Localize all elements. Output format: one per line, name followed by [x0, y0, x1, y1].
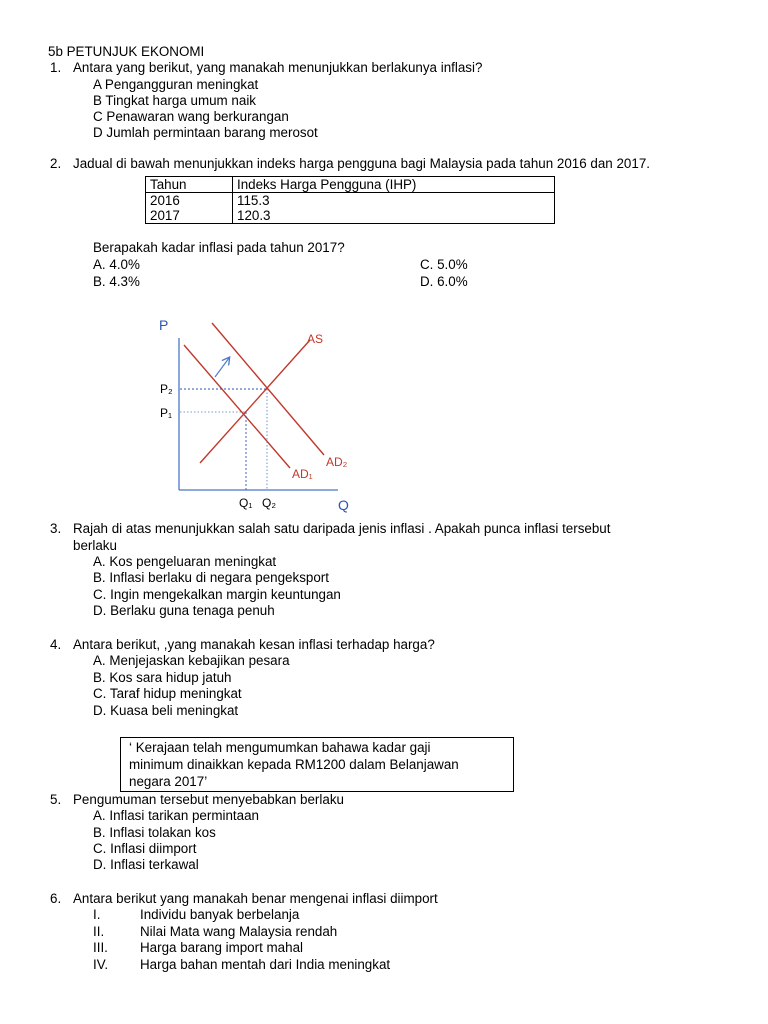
q4-option-d: D. Kuasa beli meningkat	[93, 703, 239, 718]
q6-item-text: Harga bahan mentah dari India meningkat	[140, 957, 391, 972]
q1-option-d: D Jumlah permintaan barang merosot	[93, 125, 318, 140]
q6-item-roman: IV.	[93, 957, 109, 972]
question-number-6: 6.	[50, 891, 62, 906]
q3-option-b: B. Inflasi berlaku di negara pengeksport	[93, 570, 329, 585]
q3-option-a: A. Kos pengeluaran meningkat	[93, 554, 277, 569]
question-number-2: 2.	[50, 156, 62, 171]
question-number-5: 5.	[50, 792, 62, 807]
q6-item-text: Individu banyak berbelanja	[140, 907, 300, 922]
table-header-tahun: Tahun	[146, 177, 233, 193]
q4-option-c: C. Taraf hidup meningkat	[93, 686, 242, 701]
table-cell-year: 2017	[146, 208, 233, 224]
q6-item-text: Nilai Mata wang Malaysia rendah	[140, 924, 338, 939]
ad1-label: AD₁	[292, 467, 313, 481]
q1-tick-label: Q₁	[239, 496, 253, 510]
quote-line-3: negara 2017’	[129, 774, 208, 789]
y-axis-label: P	[159, 317, 169, 333]
table-cell-index: 115.3	[237, 193, 270, 208]
q6-item-roman: III.	[93, 940, 108, 955]
table-cell-year: 2016	[146, 193, 233, 209]
q2-tick-label: Q₂	[262, 496, 276, 510]
q5-option-a: A. Inflasi tarikan permintaan	[93, 808, 259, 823]
as-label: AS	[307, 332, 324, 346]
q1-option-b: B Tingkat harga umum naik	[93, 93, 257, 108]
question-3-text-cont: berlaku	[73, 538, 117, 553]
quote-line-1: ‘ Kerajaan telah mengumumkan bahawa kadar gaji	[129, 740, 431, 755]
table-header-ihp: Indeks Harga Pengguna (IHP)	[237, 177, 417, 192]
shift-arrow	[215, 358, 229, 377]
q2-option-d: D. 6.0%	[420, 274, 468, 289]
question-number-4: 4.	[50, 637, 62, 652]
question-2-prompt: Berapakah kadar inflasi pada tahun 2017?	[93, 240, 345, 255]
q1-option-a: A Pengangguran meningkat	[93, 77, 259, 92]
question-2-text: Jadual di bawah menunjukkan indeks harga pengguna bagi Malaysia pada tahun 2016 dan 2017.	[73, 156, 650, 171]
question-number-1: 1.	[50, 60, 62, 75]
q5-option-d: D. Inflasi terkawal	[93, 857, 199, 872]
question-1-text: Antara yang berikut, yang manakah menunjukkan berlakunya inflasi?	[73, 60, 483, 75]
q2-option-b: B. 4.3%	[93, 274, 140, 289]
q4-option-a: A. Menjejaskan kebajikan pesara	[93, 653, 290, 668]
q2-option-a: A. 4.0%	[93, 257, 140, 272]
quote-line-2: minimum dinaikkan kepada RM1200 dalam Belanjawan	[129, 757, 459, 772]
x-axis-label: Q	[338, 497, 349, 513]
table-cell-index: 120.3	[237, 208, 271, 223]
question-3-text: Rajah di atas menunjukkan salah satu daripada jenis inflasi . Apakah punca inflasi tersebut	[73, 521, 611, 536]
q1-option-c: C Penawaran wang berkurangan	[93, 109, 289, 124]
ad1-curve	[184, 345, 290, 468]
q6-item-roman: I.	[93, 907, 101, 922]
q5-option-b: B. Inflasi tolakan kos	[93, 825, 216, 840]
ad2-label: AD₂	[326, 455, 348, 469]
p1-tick-label: P₁	[160, 406, 173, 420]
question-6-text: Antara berikut yang manakah benar mengenai inflasi diimport	[73, 891, 438, 906]
as-curve	[200, 340, 310, 463]
p2-tick-label: P₂	[160, 382, 173, 396]
page-title: 5b PETUNJUK EKONOMI	[48, 44, 205, 59]
question-number-3: 3.	[50, 521, 62, 536]
question-4-text: Antara berikut, ,yang manakah kesan inflasi terhadap harga?	[73, 637, 435, 652]
question-5-text: Pengumuman tersebut menyebabkan berlaku	[73, 792, 344, 807]
q3-option-c: C. Ingin mengekalkan margin keuntungan	[93, 587, 341, 602]
q3-option-d: D. Berlaku guna tenaga penuh	[93, 603, 275, 618]
quote-box	[120, 737, 514, 792]
q4-option-b: B. Kos sara hidup jatuh	[93, 670, 232, 685]
q5-option-c: C. Inflasi diimport	[93, 841, 197, 856]
q2-option-c: C. 5.0%	[420, 257, 468, 272]
q6-item-roman: II.	[93, 924, 105, 939]
q6-item-text: Harga barang import mahal	[140, 940, 304, 955]
